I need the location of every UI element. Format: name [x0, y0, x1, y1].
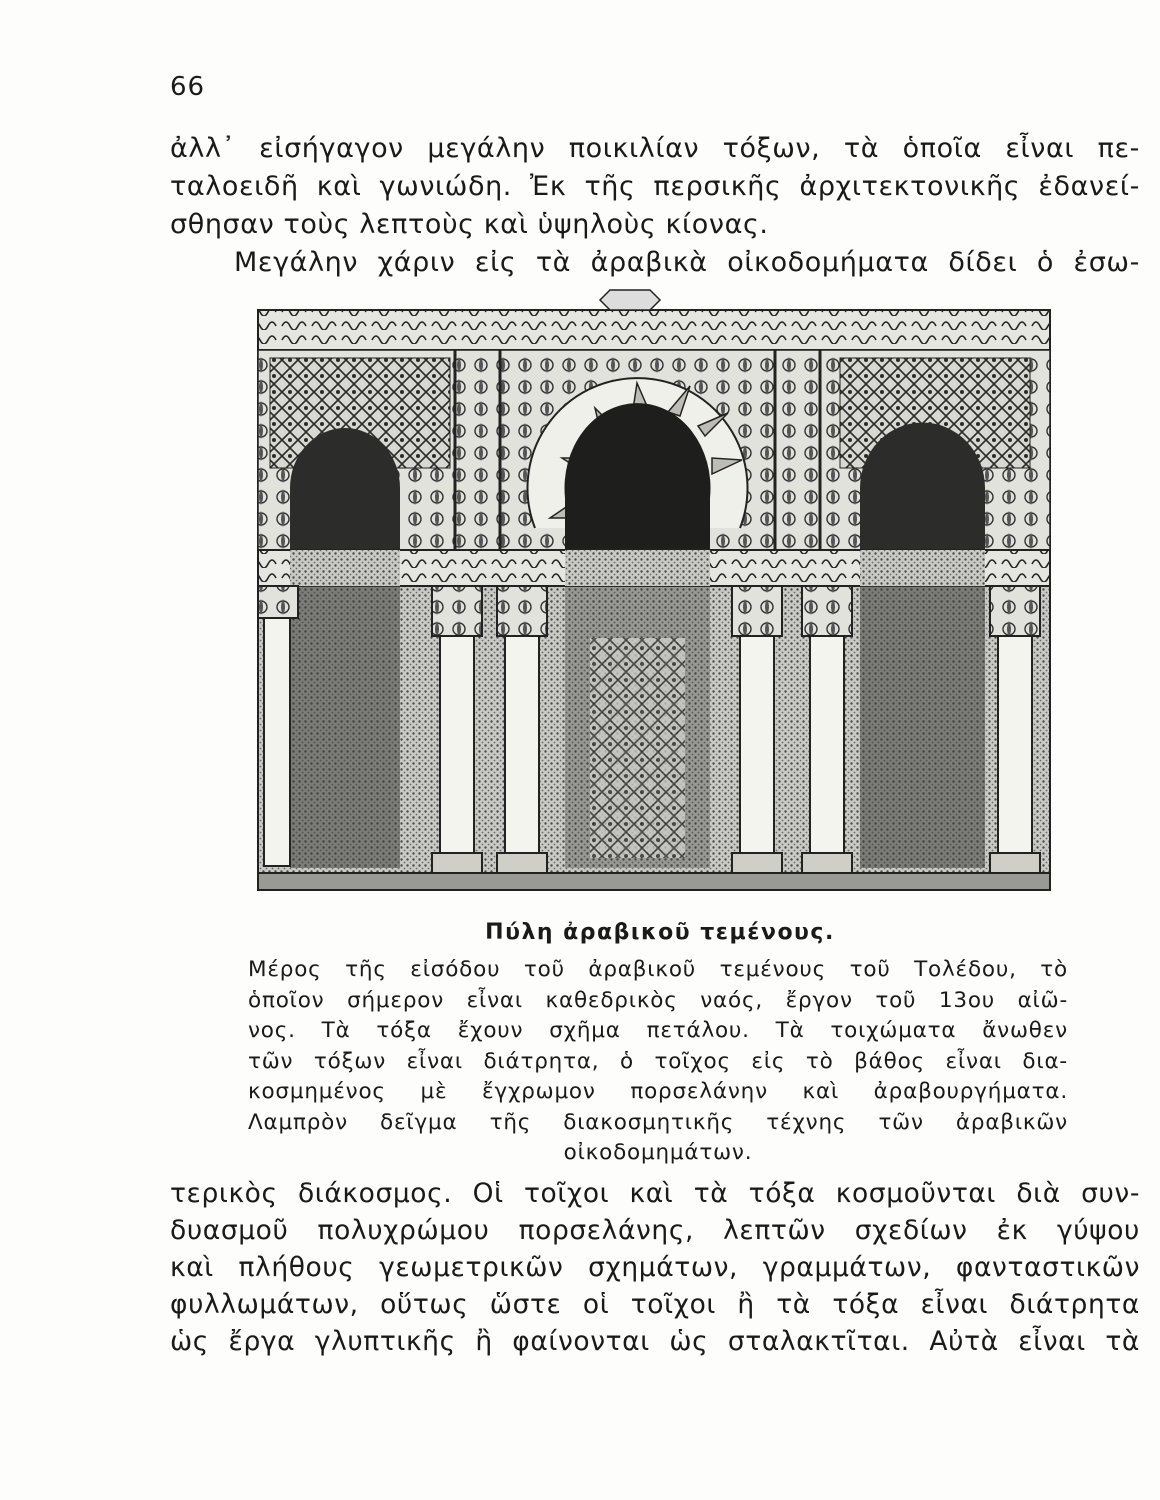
figure-caption [248, 955, 1068, 1169]
text-line: ταλοειδῆ καὶ γωνιώδη. Ἐκ τῆς περσικῆς ἀρχιτεκτονικῆς ἐδανεί- [170, 171, 1140, 202]
caption-line: νος. Τὰ τόξα ἔχουν σχῆμα πετάλου. Τὰ τοιχώματα ἄνωθεν [248, 1018, 1068, 1043]
mosque-gate-illustration [250, 288, 1058, 894]
text-line: καὶ πλήθους γεωμετρικῶν σχημάτων, γραμμάτων, φανταστικῶν [170, 1252, 1140, 1283]
page-number: 66 [170, 72, 206, 102]
text-line: ὡς ἔργα γλυπτικῆς ἢ φαίνονται ὡς σταλακτῖται. Αὐτὰ εἶναι τὰ [170, 1326, 1140, 1357]
text-line: ἀλλ᾽ εἰσήγαγον μεγάλην ποικιλίαν τόξων, τὰ ὁποῖα εἶναι πε- [170, 133, 1140, 164]
paragraph-bottom [170, 1175, 1140, 1360]
figure-title: Πύλη ἀραβικοῦ τεμένους. [485, 920, 835, 945]
caption-line: τῶν τόξων εἶναι διάτρητα, ὁ τοῖχος εἰς τὸ βάθος εἶναι δια- [248, 1048, 1068, 1074]
paragraph-top [170, 130, 1140, 282]
caption-line: Λαμπρὸν δεῖγμα τῆς διακοσμητικῆς τέχνης τῶν ἀραβικῶν [248, 1109, 1068, 1135]
text-line: δυασμοῦ πολυχρώμου πορσελάνης, λεπτῶν σχεδίων ἐκ γύψου [170, 1215, 1140, 1246]
text-line: σθησαν τοὺς λεπτοὺς καὶ ὑψηλοὺς κίονας. [170, 209, 769, 240]
text-line: Μεγάλην χάριν εἰς τὰ ἀραβικὰ οἰκοδομήματα δίδει ὁ ἐσω- [234, 247, 1140, 278]
caption-line: ὁποῖον σήμερον εἶναι καθεδρικὸς ναός, ἔργον τοῦ 13ου αἰῶ- [248, 987, 1068, 1013]
text-line: φυλλωμάτων, οὕτως ὥστε οἱ τοῖχοι ἢ τὰ τόξα εἶναι διάτρητα [170, 1289, 1140, 1320]
caption-line: οἰκοδομημάτων. [563, 1140, 753, 1165]
text-line: τερικὸς διάκοσμος. Οἱ τοῖχοι καὶ τὰ τόξα κοσμοῦνται διὰ συν- [170, 1178, 1140, 1209]
caption-line: κοσμημένος μὲ ἔγχρωμον πορσελάνην καὶ ἀραβουργήματα. [248, 1079, 1068, 1104]
caption-line: Μέρος τῆς εἰσόδου τοῦ ἀραβικοῦ τεμένους τοῦ Τολέδου, τὸ [248, 957, 1068, 982]
